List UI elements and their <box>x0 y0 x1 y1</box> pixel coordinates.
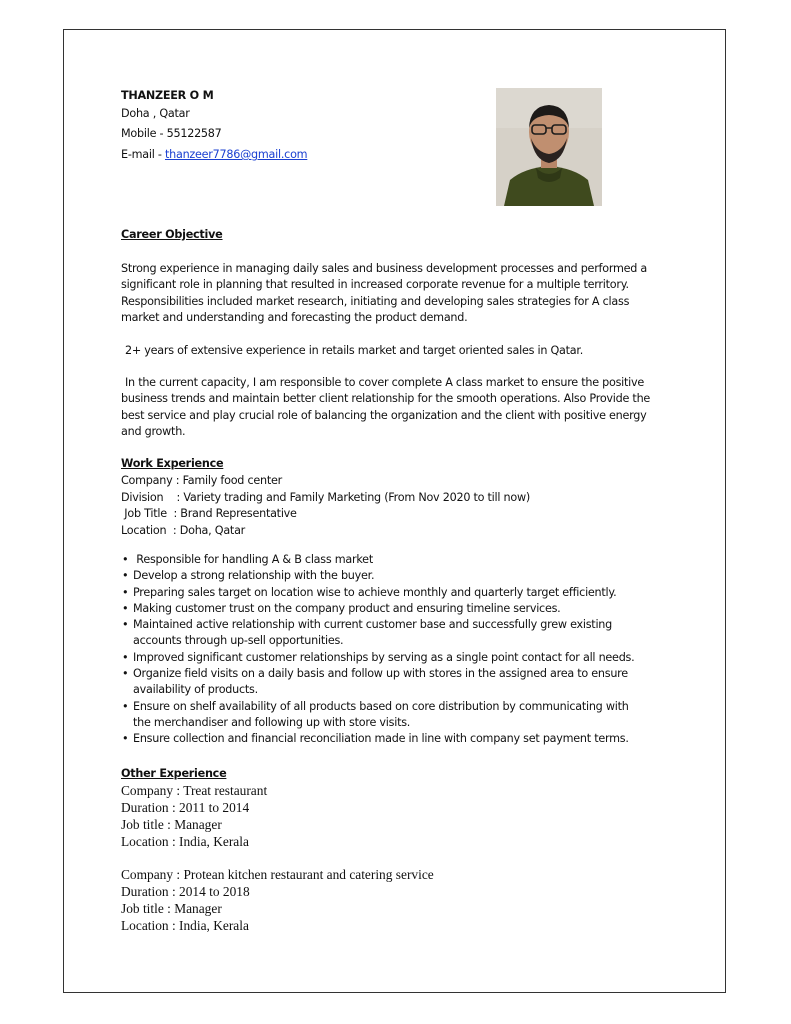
career-objective-paragraph-3: In the current capacity, I am responsible to cover complete A class market to ensure the positive business trends and maintain better client relationship for the smooth operations. Also Provide the best service and play crucial role of balancing the organization and the client with positive energy and growth. <box>121 376 651 439</box>
list-item: • Preparing sales target on location wise to achieve monthly and quarterly target efficiently. <box>121 585 666 601</box>
career-objective-heading: Career Objective <box>121 228 223 241</box>
work-company: Company : Family food center <box>121 474 282 487</box>
applicant-name: THANZEER O M <box>121 89 214 102</box>
list-item: • Ensure on shelf availability of all products based on core distribution by communicating with the merchandiser and following up with store visits. <box>121 699 648 732</box>
other-job-2 <box>121 866 434 934</box>
work-division: Division : Variety trading and Family Marketing (From Nov 2020 to till now) <box>121 490 530 504</box>
other-job-1 <box>121 782 267 850</box>
list-item: • Organize field visits on a daily basis and follow up with stores in the assigned area to ensure availability of products. <box>121 666 643 699</box>
other-job-title: Job title : Manager <box>121 901 222 916</box>
work-job-title: Job Title : Brand Representative <box>121 507 297 521</box>
work-responsibilities-list <box>121 552 666 748</box>
other-job-duration: Duration : 2011 to 2014 <box>121 800 250 815</box>
list-item: • Maintained active relationship with current customer base and successfully grew existing accounts through up-sell opportunities. <box>121 617 633 650</box>
work-experience-heading: Work Experience <box>121 457 224 470</box>
profile-photo-image <box>496 88 602 206</box>
career-objective-paragraph-2: 2+ years of extensive experience in retails market and target oriented sales in Qatar. <box>125 344 584 357</box>
list-item: • Ensure collection and financial reconciliation made in line with company set payment terms. <box>121 731 666 747</box>
work-details <box>121 473 530 539</box>
applicant-mobile: Mobile - 55122587 <box>121 127 222 140</box>
list-item: • Responsible for handling A & B class market <box>121 552 666 568</box>
applicant-email-line <box>121 148 307 161</box>
email-link[interactable]: thanzeer7786@gmail.com <box>164 148 308 161</box>
list-item: • Develop a strong relationship with the buyer. <box>121 568 666 584</box>
work-location: Location : Doha, Qatar <box>121 523 246 537</box>
other-job-title: Job title : Manager <box>121 817 222 832</box>
other-experience-heading: Other Experience <box>121 767 227 780</box>
list-item: • Making customer trust on the company product and ensuring timeline services. <box>121 601 666 617</box>
profile-photo <box>496 88 602 206</box>
email-label: E-mail - <box>121 148 165 161</box>
career-objective-paragraph-1: Strong experience in managing daily sales and business development processes and performed a significant role in planning that resulted in increased corporate revenue for a multiple territory. Responsibilities included market research, initiating and developing sales strategies for A class market and understanding and forecasting the product demand. <box>121 262 648 325</box>
other-job-company: Company : Treat restaurant <box>121 783 268 798</box>
list-item: • Improved significant customer relationships by serving as a single point contact for all needs. <box>121 650 666 666</box>
other-job-duration: Duration : 2014 to 2018 <box>121 884 250 899</box>
other-job-location: Location : India, Kerala <box>121 834 249 849</box>
applicant-location: Doha , Qatar <box>121 107 190 120</box>
other-job-location: Location : India, Kerala <box>121 918 249 933</box>
other-job-company: Company : Protean kitchen restaurant and catering service <box>121 867 434 882</box>
